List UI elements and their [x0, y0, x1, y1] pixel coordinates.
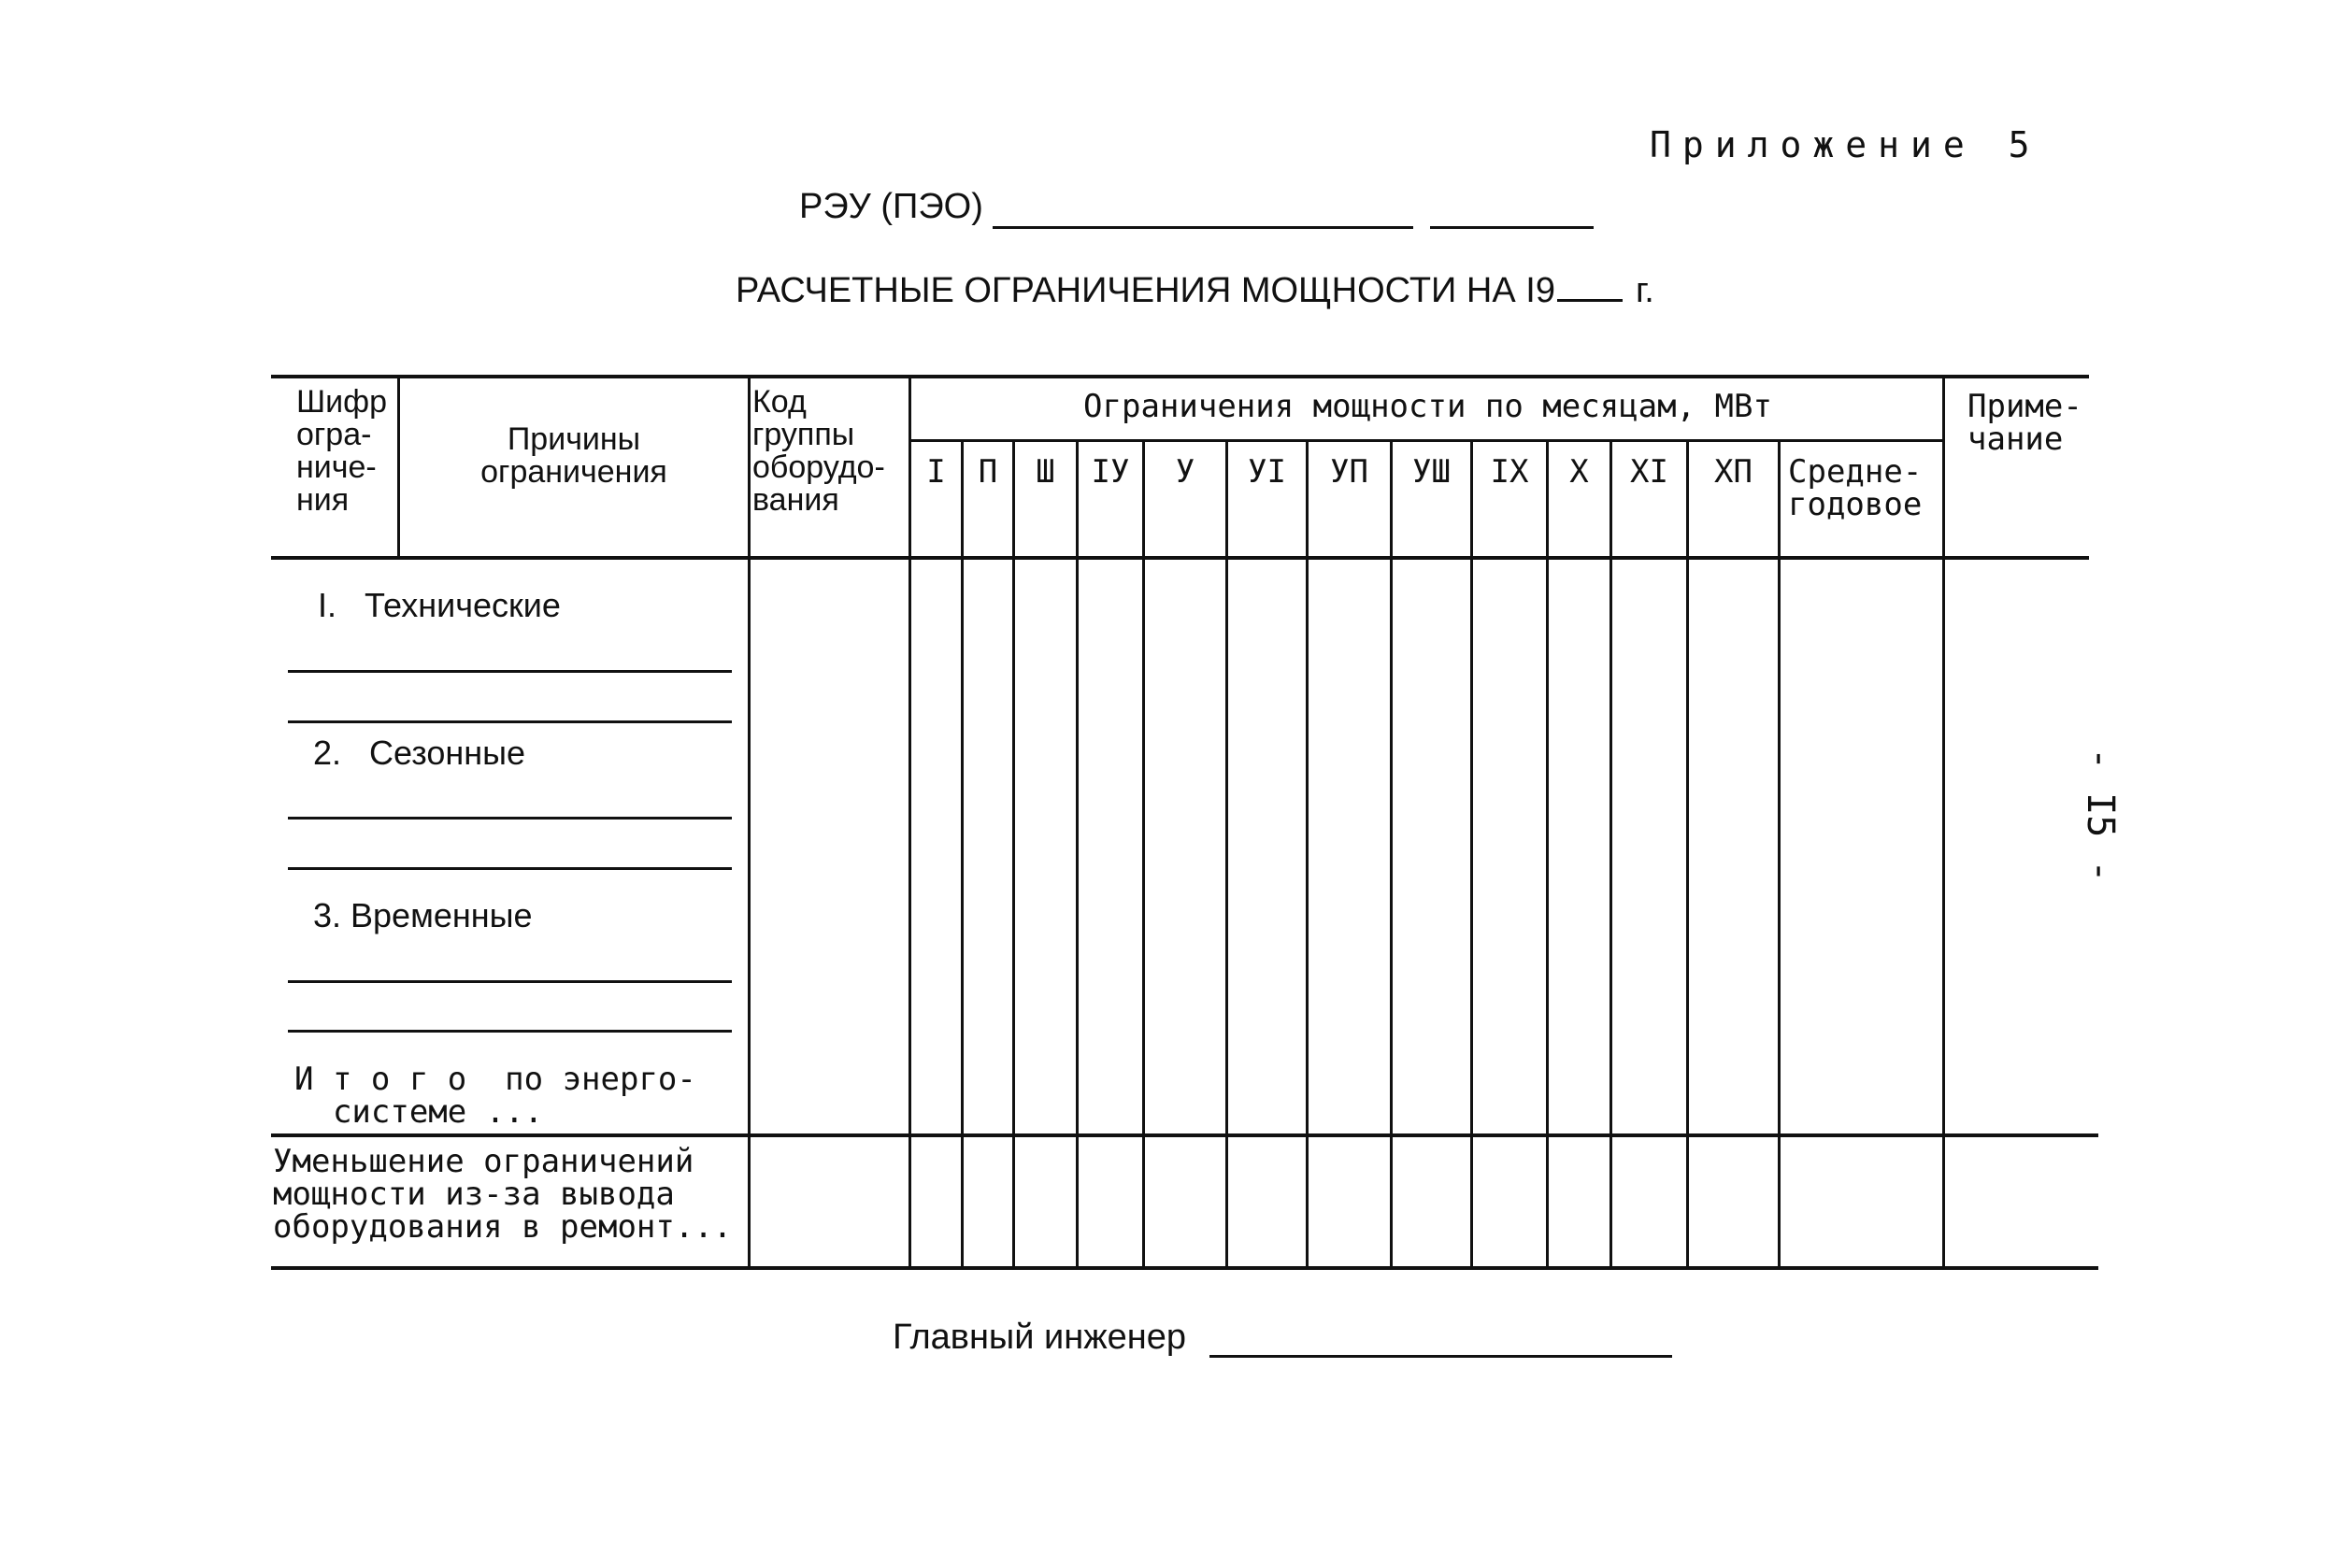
- group-divider: [908, 377, 911, 1269]
- row-technical: I. Технические: [318, 586, 561, 624]
- month-divider: [1778, 441, 1781, 1269]
- note-divider: [1942, 377, 1945, 1269]
- header-code: Шифр огра- ниче- ния: [296, 384, 388, 518]
- month-label: I: [926, 453, 946, 491]
- fill-line: [288, 1030, 732, 1033]
- reason-divider: [748, 377, 751, 1269]
- header-group: Код группы оборудо- вания: [752, 384, 885, 518]
- table-top-rule: [271, 375, 2089, 378]
- month-label: XI: [1630, 453, 1668, 491]
- fill-line: [288, 817, 732, 820]
- month-label: П: [978, 453, 998, 491]
- month-label: IУ: [1091, 453, 1130, 491]
- fill-line: [288, 867, 732, 870]
- month-divider: [1390, 441, 1393, 1269]
- month-label: XП: [1714, 453, 1753, 491]
- header-reason: Причины ограничения: [480, 421, 667, 490]
- months-header-rule: [911, 439, 1944, 442]
- month-divider: [1546, 441, 1549, 1269]
- month-label: X: [1569, 453, 1589, 491]
- month-label: УI: [1248, 453, 1286, 491]
- row-reduction: Уменьшение ограничений мощности из-за вывода оборудования в ремонт...: [273, 1143, 733, 1246]
- header-bottom-rule: [271, 556, 2089, 560]
- appendix-label: Приложение 5: [1650, 124, 2041, 165]
- header-note: Приме- чание: [1967, 388, 2082, 458]
- month-label: УШ: [1412, 453, 1451, 491]
- month-divider: [961, 441, 964, 1269]
- month-label: Ш: [1036, 453, 1055, 491]
- header-average: Средне- годовое: [1788, 453, 1923, 523]
- fill-line: [288, 980, 732, 983]
- month-divider: [1225, 441, 1228, 1269]
- row-seasonal: 2. Сезонные: [313, 734, 526, 772]
- month-label: У: [1175, 453, 1195, 491]
- row-temporary: 3. Временные: [313, 896, 533, 934]
- month-divider: [1306, 441, 1309, 1269]
- fill-line: [288, 720, 732, 723]
- month-label: УП: [1330, 453, 1368, 491]
- month-divider: [1076, 441, 1079, 1269]
- month-divider: [1012, 441, 1015, 1269]
- signature-line[interactable]: [1209, 1327, 1672, 1358]
- header-months: Ограничения мощности по месяцам, МВт: [1083, 388, 1772, 425]
- month-divider: [1470, 441, 1473, 1269]
- month-label: IX: [1490, 453, 1529, 491]
- month-divider: [1686, 441, 1689, 1269]
- table-bottom-rule: [271, 1266, 2098, 1270]
- month-divider: [1610, 441, 1612, 1269]
- org-label: РЭУ (ПЭО): [799, 187, 983, 226]
- month-divider: [1142, 441, 1145, 1269]
- row-total: И т о г о по энерго- системе ...: [294, 1061, 696, 1131]
- chief-engineer-label: Главный инженер: [893, 1318, 1187, 1357]
- reduction-top-rule: [271, 1133, 2098, 1137]
- title-text: РАСЧЕТНЫЕ ОГРАНИЧЕНИЯ МОЩНОСТИ НА I9: [736, 271, 1555, 310]
- fill-line: [288, 670, 732, 673]
- title-suffix: г.: [1635, 271, 1654, 310]
- signature-block: [893, 1318, 1672, 1358]
- page-number: - I5 -: [2079, 748, 2122, 883]
